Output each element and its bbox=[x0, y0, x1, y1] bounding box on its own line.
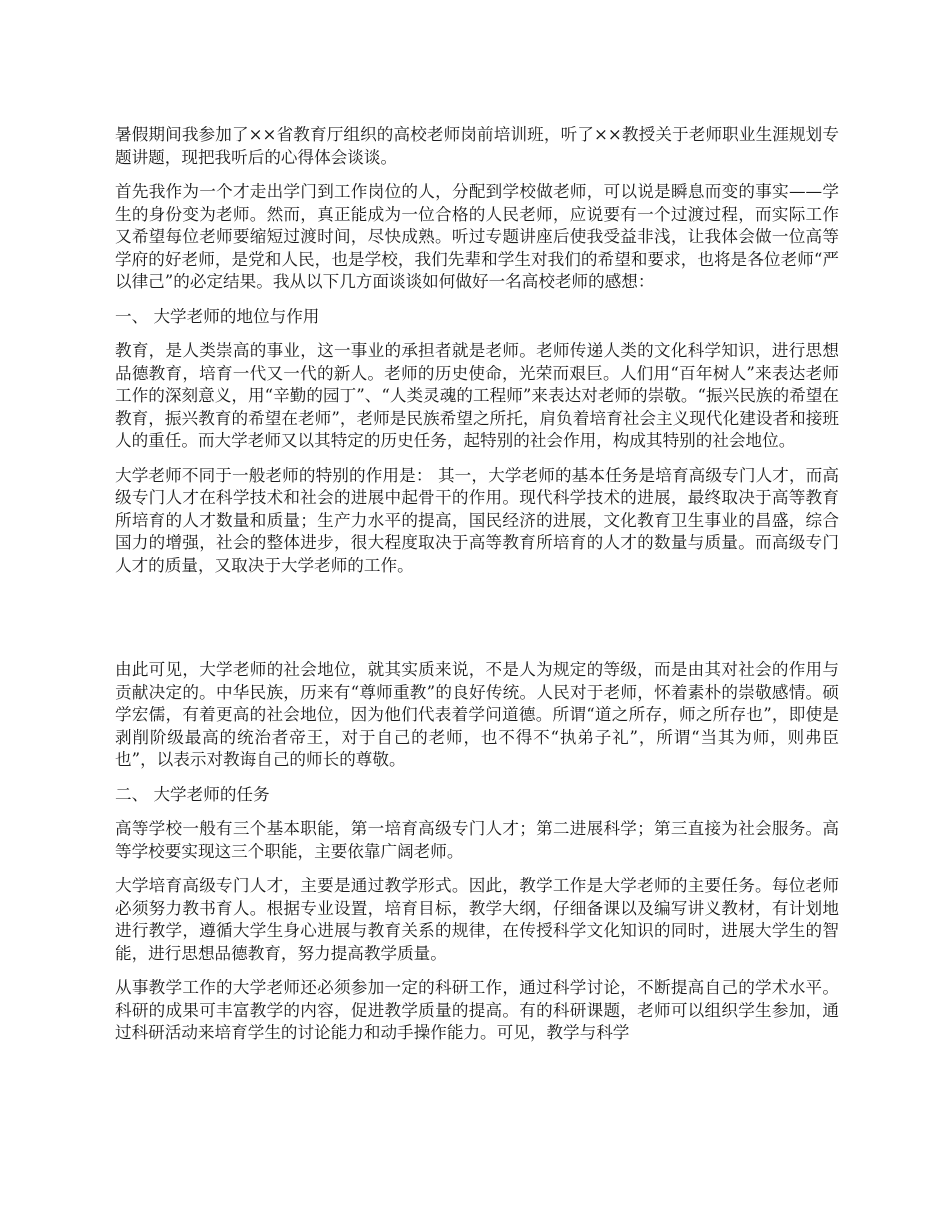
paragraph-teaching: 大学培育高级专门人才，主要是通过教学形式。因此，教学工作是大学老师的主要任务。每位老师必须努力教书育人。根据专业设置，培育目标，教学大纲，仔细备课以及编写讲义教材，有计划地进行教学，遵循大学生身心进展与教育关系的规律，在传授科学文化知识的同时，进展大学生的智能，进行思想品德教育，努力提高教学质量。 bbox=[115, 876, 839, 963]
paragraph-education: 教育，是人类崇高的事业，这一事业的承担者就是老师。老师传递人类的文化科学知识，进行思想品德教育，培育一代又一代的新人。老师的历史使命，光荣而艰巨。人们用“百年树人”来表达老师工作的深刻意义，用“辛勤的园丁”、“人类灵魂的工程师”来表达对老师的崇敬。“振兴民族的希望在教育，振兴教育的希望在老师”，老师是民族希望之所托，肩负着培育社会主义现代化建设者和接班人的重任。而大学老师又以其特定的历史任务，起特别的社会作用，构成其特别的社会地位。 bbox=[115, 341, 839, 450]
section-heading-1: 一、 大学老师的地位与作用 bbox=[115, 306, 320, 326]
paragraph-social-status: 由此可见，大学老师的社会地位，就其实质来说，不是人为规定的等级，而是由其对社会的作用与贡献决定的。中华民族，历来有“尊师重教”的良好传统。人民对于老师，怀着素朴的崇敬感情。硕学宏儒，有着更高的社会地位，因为他们代表着学问道德。所谓“道之所存，师之所存也”，即使是剥削阶级最高的统治者帝王，对于自己的老师，也不得不“执弟子礼”，所谓“当其为师，则弗臣也”，以表示对教诲自己的师长的尊敬。 bbox=[115, 660, 839, 769]
paragraph-intro: 暑假期间我参加了××省教育厅组织的高校老师岗前培训班，听了××教授关于老师职业生涯规划专题讲题，现把我听后的心得体会谈谈。 bbox=[115, 125, 839, 167]
paragraph-first: 首先我作为一个才走出学门到工作岗位的人，分配到学校做老师，可以说是瞬息而变的事实——学生的身份变为老师。然而，真正能成为一位合格的人民老师，应说要有一个过渡过程，而实际工作又希望每位老师要缩短过渡时间，尽快成熟。听过专题讲座后使我受益非浅，让我体会做一位高等学府的好老师，是党和人民，也是学校，我们先辈和学生对我们的希望和要求，也将是各位老师“严以律己”的必定结果。我从以下几方面谈谈如何做好一名高校老师的感想： bbox=[115, 182, 839, 291]
section-heading-2: 二、 大学老师的任务 bbox=[115, 784, 270, 804]
blank-gap bbox=[115, 589, 839, 659]
paragraph-special-role: 大学老师不同于一般老师的特别的作用是： 其一，大学老师的基本任务是培育高级专门人才，而高级专门人才在科学技术和社会的进展中起骨干的作用。现代科学技术的进展，最终取决于高等教育所培育的人才数量和质量；生产力水平的提高，国民经济的进展，文化教育卫生事业的昌盛，综合国力的增强，社会的整体进步，很大程度取决于高等教育所培育的人才的数量与质量。而高级专门人才的质量，又取决于大学老师的工作。 bbox=[115, 465, 839, 575]
document-body bbox=[115, 124, 839, 1057]
paragraph-three-functions: 高等学校一般有三个基本职能，第一培育高级专门人才；第二进展科学；第三直接为社会服务。高等学校要实现这三个职能，主要依靠广阔老师。 bbox=[115, 819, 839, 861]
paragraph-research: 从事教学工作的大学老师还必须参加一定的科研工作，通过科学讨论，不断提高自己的学术水平。科研的成果可丰富教学的内容，促进教学质量的提高。有的科研课题，老师可以组织学生参加，通过科研活动来培育学生的讨论能力和动手操作能力。可见，教学与科学 bbox=[115, 978, 839, 1042]
